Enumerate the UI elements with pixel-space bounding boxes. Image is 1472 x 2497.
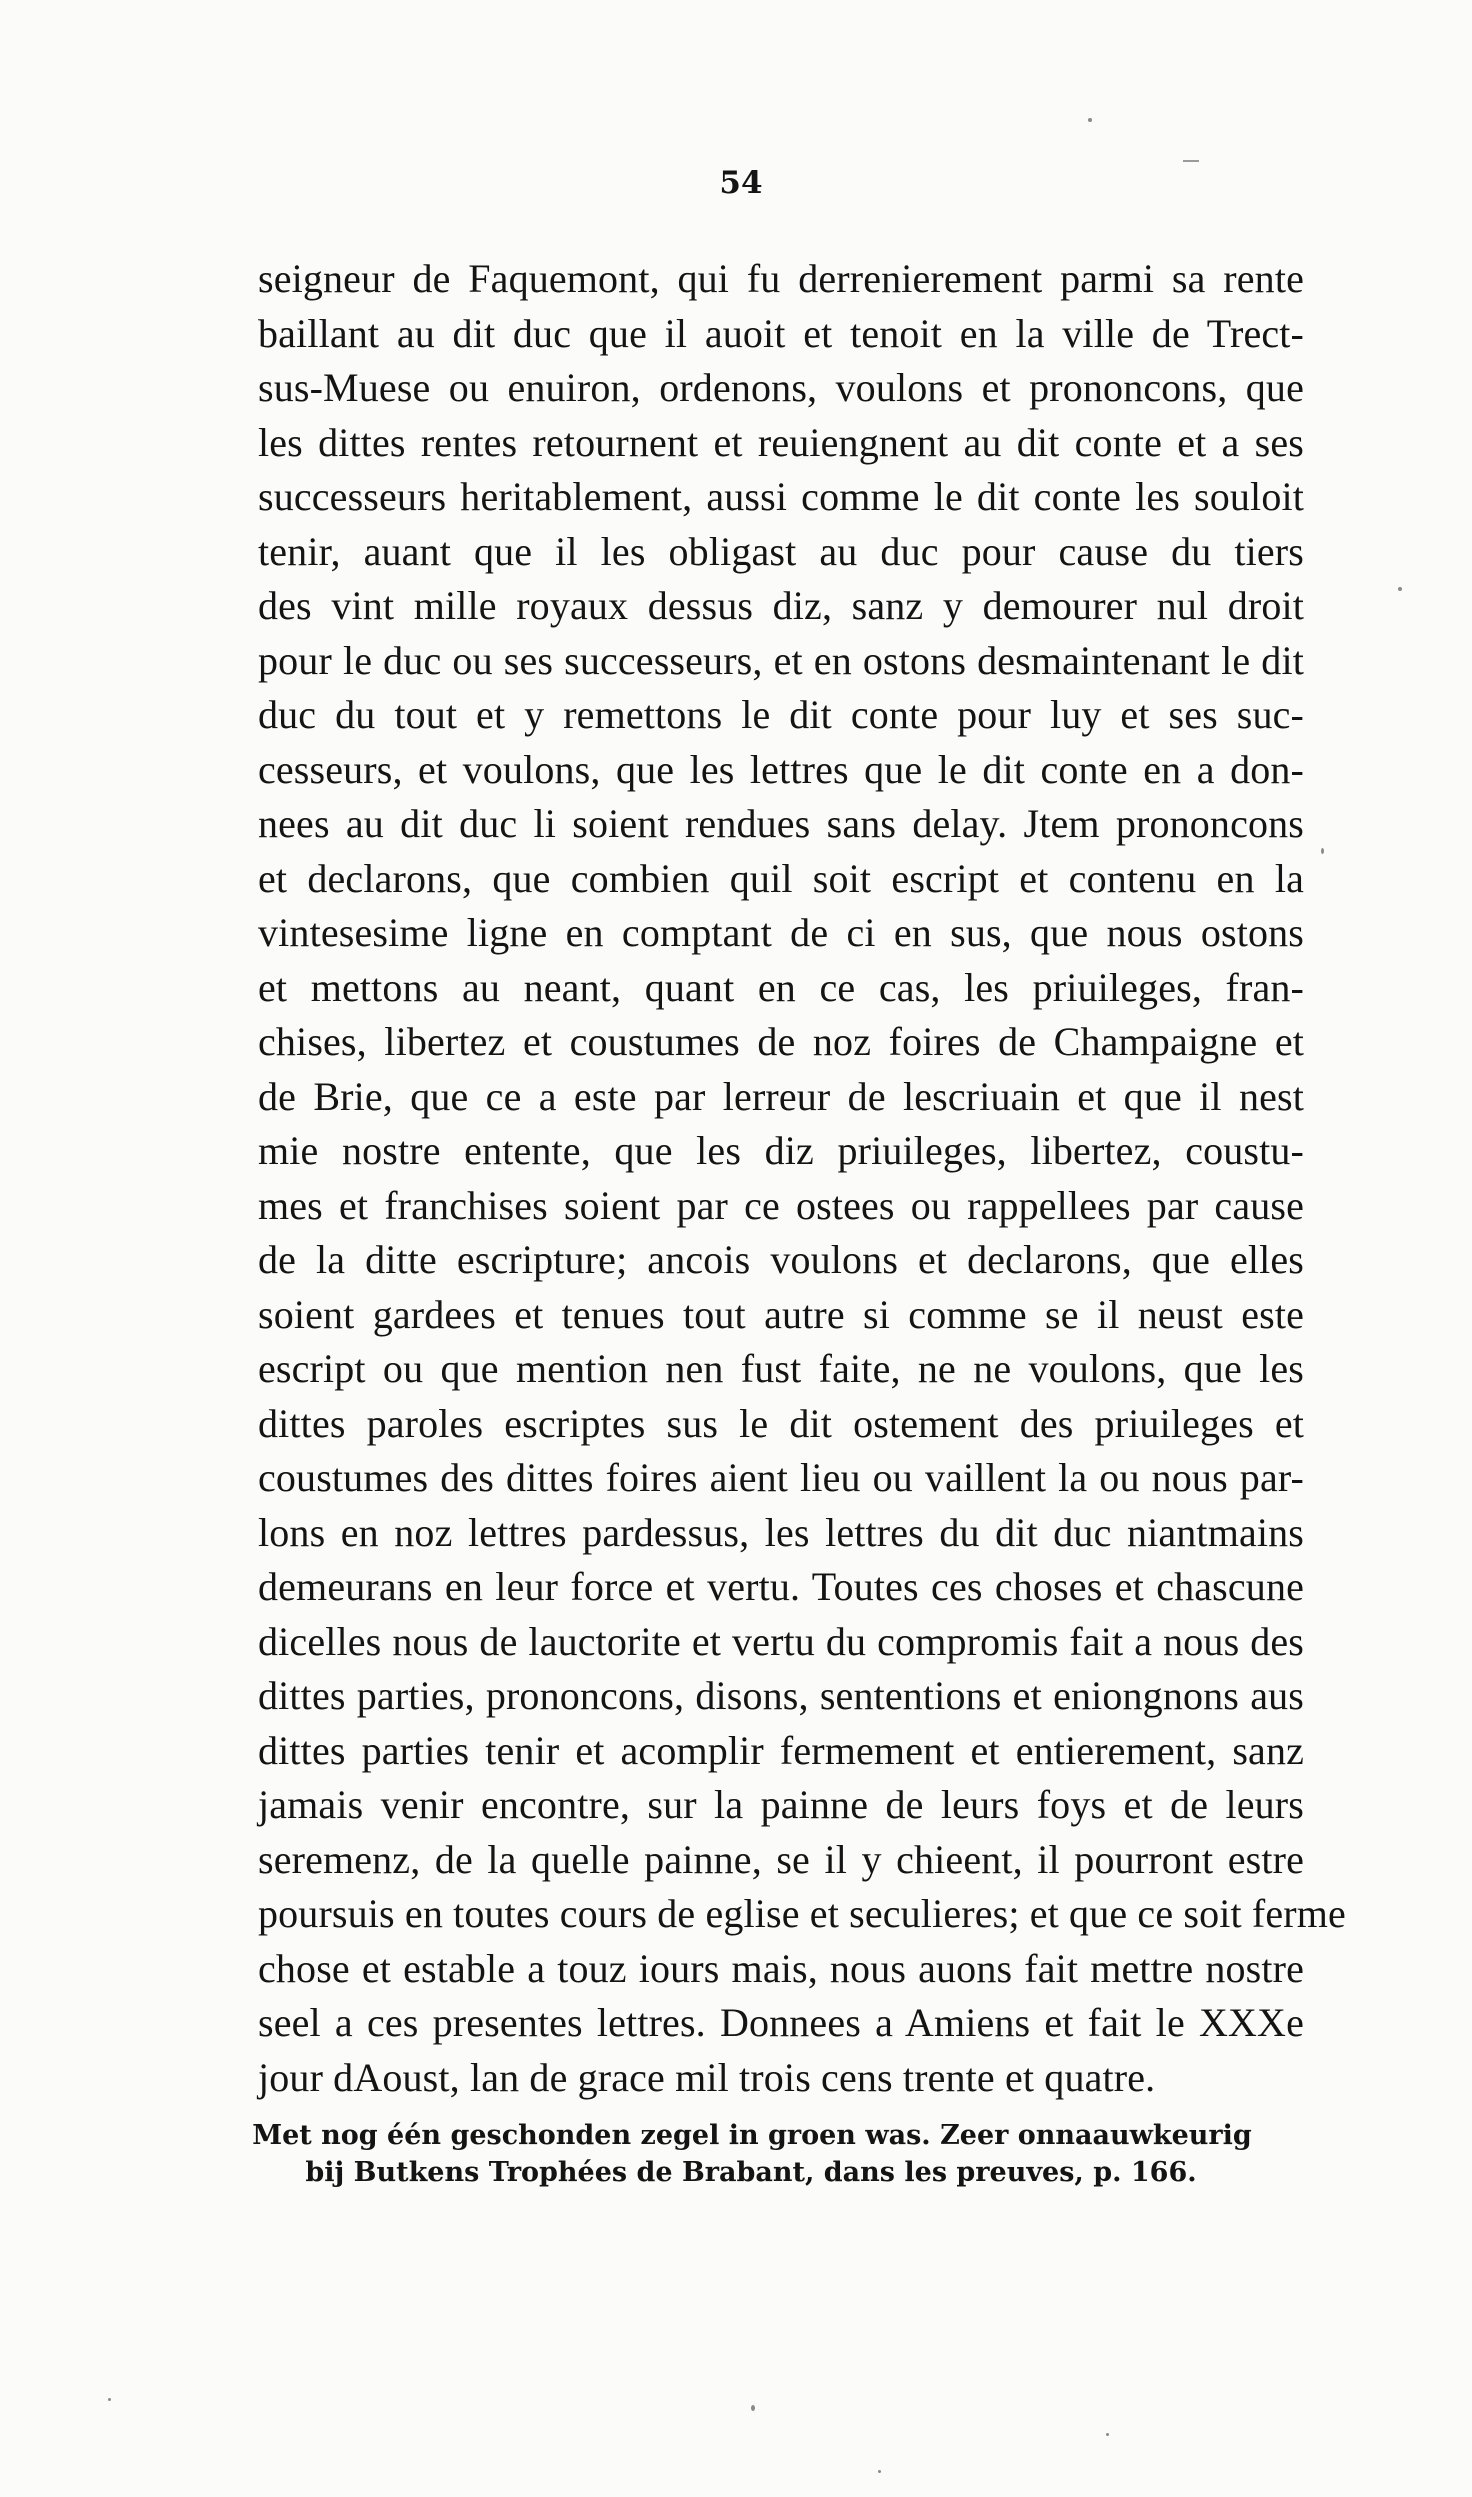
paper-speck [108, 2398, 111, 2401]
text-line: coustumes des dittes foires aient lieu ou vaillent la ou nous par- [258, 1455, 1304, 1500]
text-line: vintesesime ligne en comptant de ci en sus, que nous ostons [258, 910, 1304, 955]
text-line: poursuis en toutes cours de eglise et seculieres; et que ce soit ferme [258, 1891, 1346, 1936]
page-number: 54 [719, 165, 763, 201]
text-line: escript ou que mention nen fust faite, ne ne voulons, que les [258, 1346, 1304, 1391]
text-line: et mettons au neant, quant en ce cas, les priuileges, fran- [258, 964, 1304, 1010]
text-line: mes et franchises soient par ce ostees ou rappellees par cause [258, 1182, 1304, 1228]
text-line: jamais venir encontre, sur la painne de leurs foys et de leurs [258, 1782, 1304, 1827]
footnote [0, 2117, 1472, 2191]
text-line: successeurs heritablement, aussi comme le dit conte les souloit [258, 474, 1304, 519]
paper-speck [1321, 848, 1324, 854]
text-line: dittes parties tenir et acomplir fermement et entierement, sanz [258, 1727, 1304, 1773]
text-line: jour dAoust, lan de grace mil trois cens trente et quatre. [258, 2054, 1156, 2100]
text-line: cesseurs, et voulons, que les lettres que le dit conte en a don- [258, 746, 1304, 792]
footnote-line: Met nog één geschonden zegel in groen was. Zeer onnaauwkeurig [252, 2120, 1252, 2151]
text-line: demeurans en leur force et vertu. Toutes ces choses et chascune [258, 1564, 1304, 1609]
text-line: pour le duc ou ses successeurs, et en ostons desmaintenant le dit [258, 637, 1304, 683]
paper-speck [1106, 2433, 1109, 2436]
text-line: chose et estable a touz iours mais, nous auons fait mettre nostre [258, 1945, 1304, 1991]
text-line: chises, libertez et coustumes de noz foires de Champaigne et [258, 1019, 1304, 1064]
text-line: de Brie, que ce a este par lerreur de lescriuain et que il nest [258, 1073, 1304, 1119]
text-line: nees au dit duc li soient rendues sans delay. Jtem prononcons [258, 801, 1304, 846]
body-text [258, 252, 1346, 2105]
text-line: duc du tout et y remettons le dit conte pour luy et ses suc- [258, 692, 1304, 737]
text-line: et declarons, que combien quil soit escript et contenu en la [258, 855, 1304, 901]
text-line: tenir, auant que il les obligast au duc pour cause du tiers [258, 528, 1304, 574]
text-line: les dittes rentes retournent et reuiengnent au dit conte et a ses [258, 419, 1304, 465]
text-line: dittes paroles escriptes sus le dit ostement des priuileges et [258, 1400, 1304, 1446]
text-line: sus-Muese ou enuiron, ordenons, voulons et prononcons, que [258, 365, 1304, 410]
paper-mark [1183, 160, 1199, 162]
text-line: seel a ces presentes lettres. Donnees a Amiens et fait le XXXe [258, 2000, 1304, 2045]
paper-speck [1398, 587, 1402, 591]
text-line: soient gardees et tenues tout autre si comme se il neust este [258, 1291, 1304, 1337]
paper-speck [878, 2470, 881, 2473]
text-line: des vint mille royaux dessus diz, sanz y demourer nul droit [258, 583, 1304, 628]
text-line: seigneur de Faquemont, qui fu derrenierement parmi sa rente [258, 256, 1304, 301]
text-line: dicelles nous de lauctorite et vertu du compromis fait a nous des [258, 1618, 1304, 1664]
text-line: seremenz, de la quelle painne, se il y chieent, il pourront estre [258, 1836, 1304, 1882]
paper-speck [1088, 118, 1092, 122]
text-line: de la ditte escripture; ancois voulons et declarons, que elles [258, 1237, 1304, 1282]
text-line: dittes parties, prononcons, disons, sententions et eniongnons aus [258, 1673, 1304, 1718]
footnote-line: bij Butkens Trophées de Brabant, dans les preuves, p. 166. [305, 2157, 1197, 2188]
text-line: baillant au dit duc que il auoit et tenoit en la ville de Trect- [258, 310, 1304, 356]
text-line: mie nostre entente, que les diz priuileges, libertez, coustu- [258, 1128, 1304, 1173]
text-line: lons en noz lettres pardessus, les lettres du dit duc niantmains [258, 1509, 1304, 1555]
paper-speck [751, 2405, 755, 2411]
